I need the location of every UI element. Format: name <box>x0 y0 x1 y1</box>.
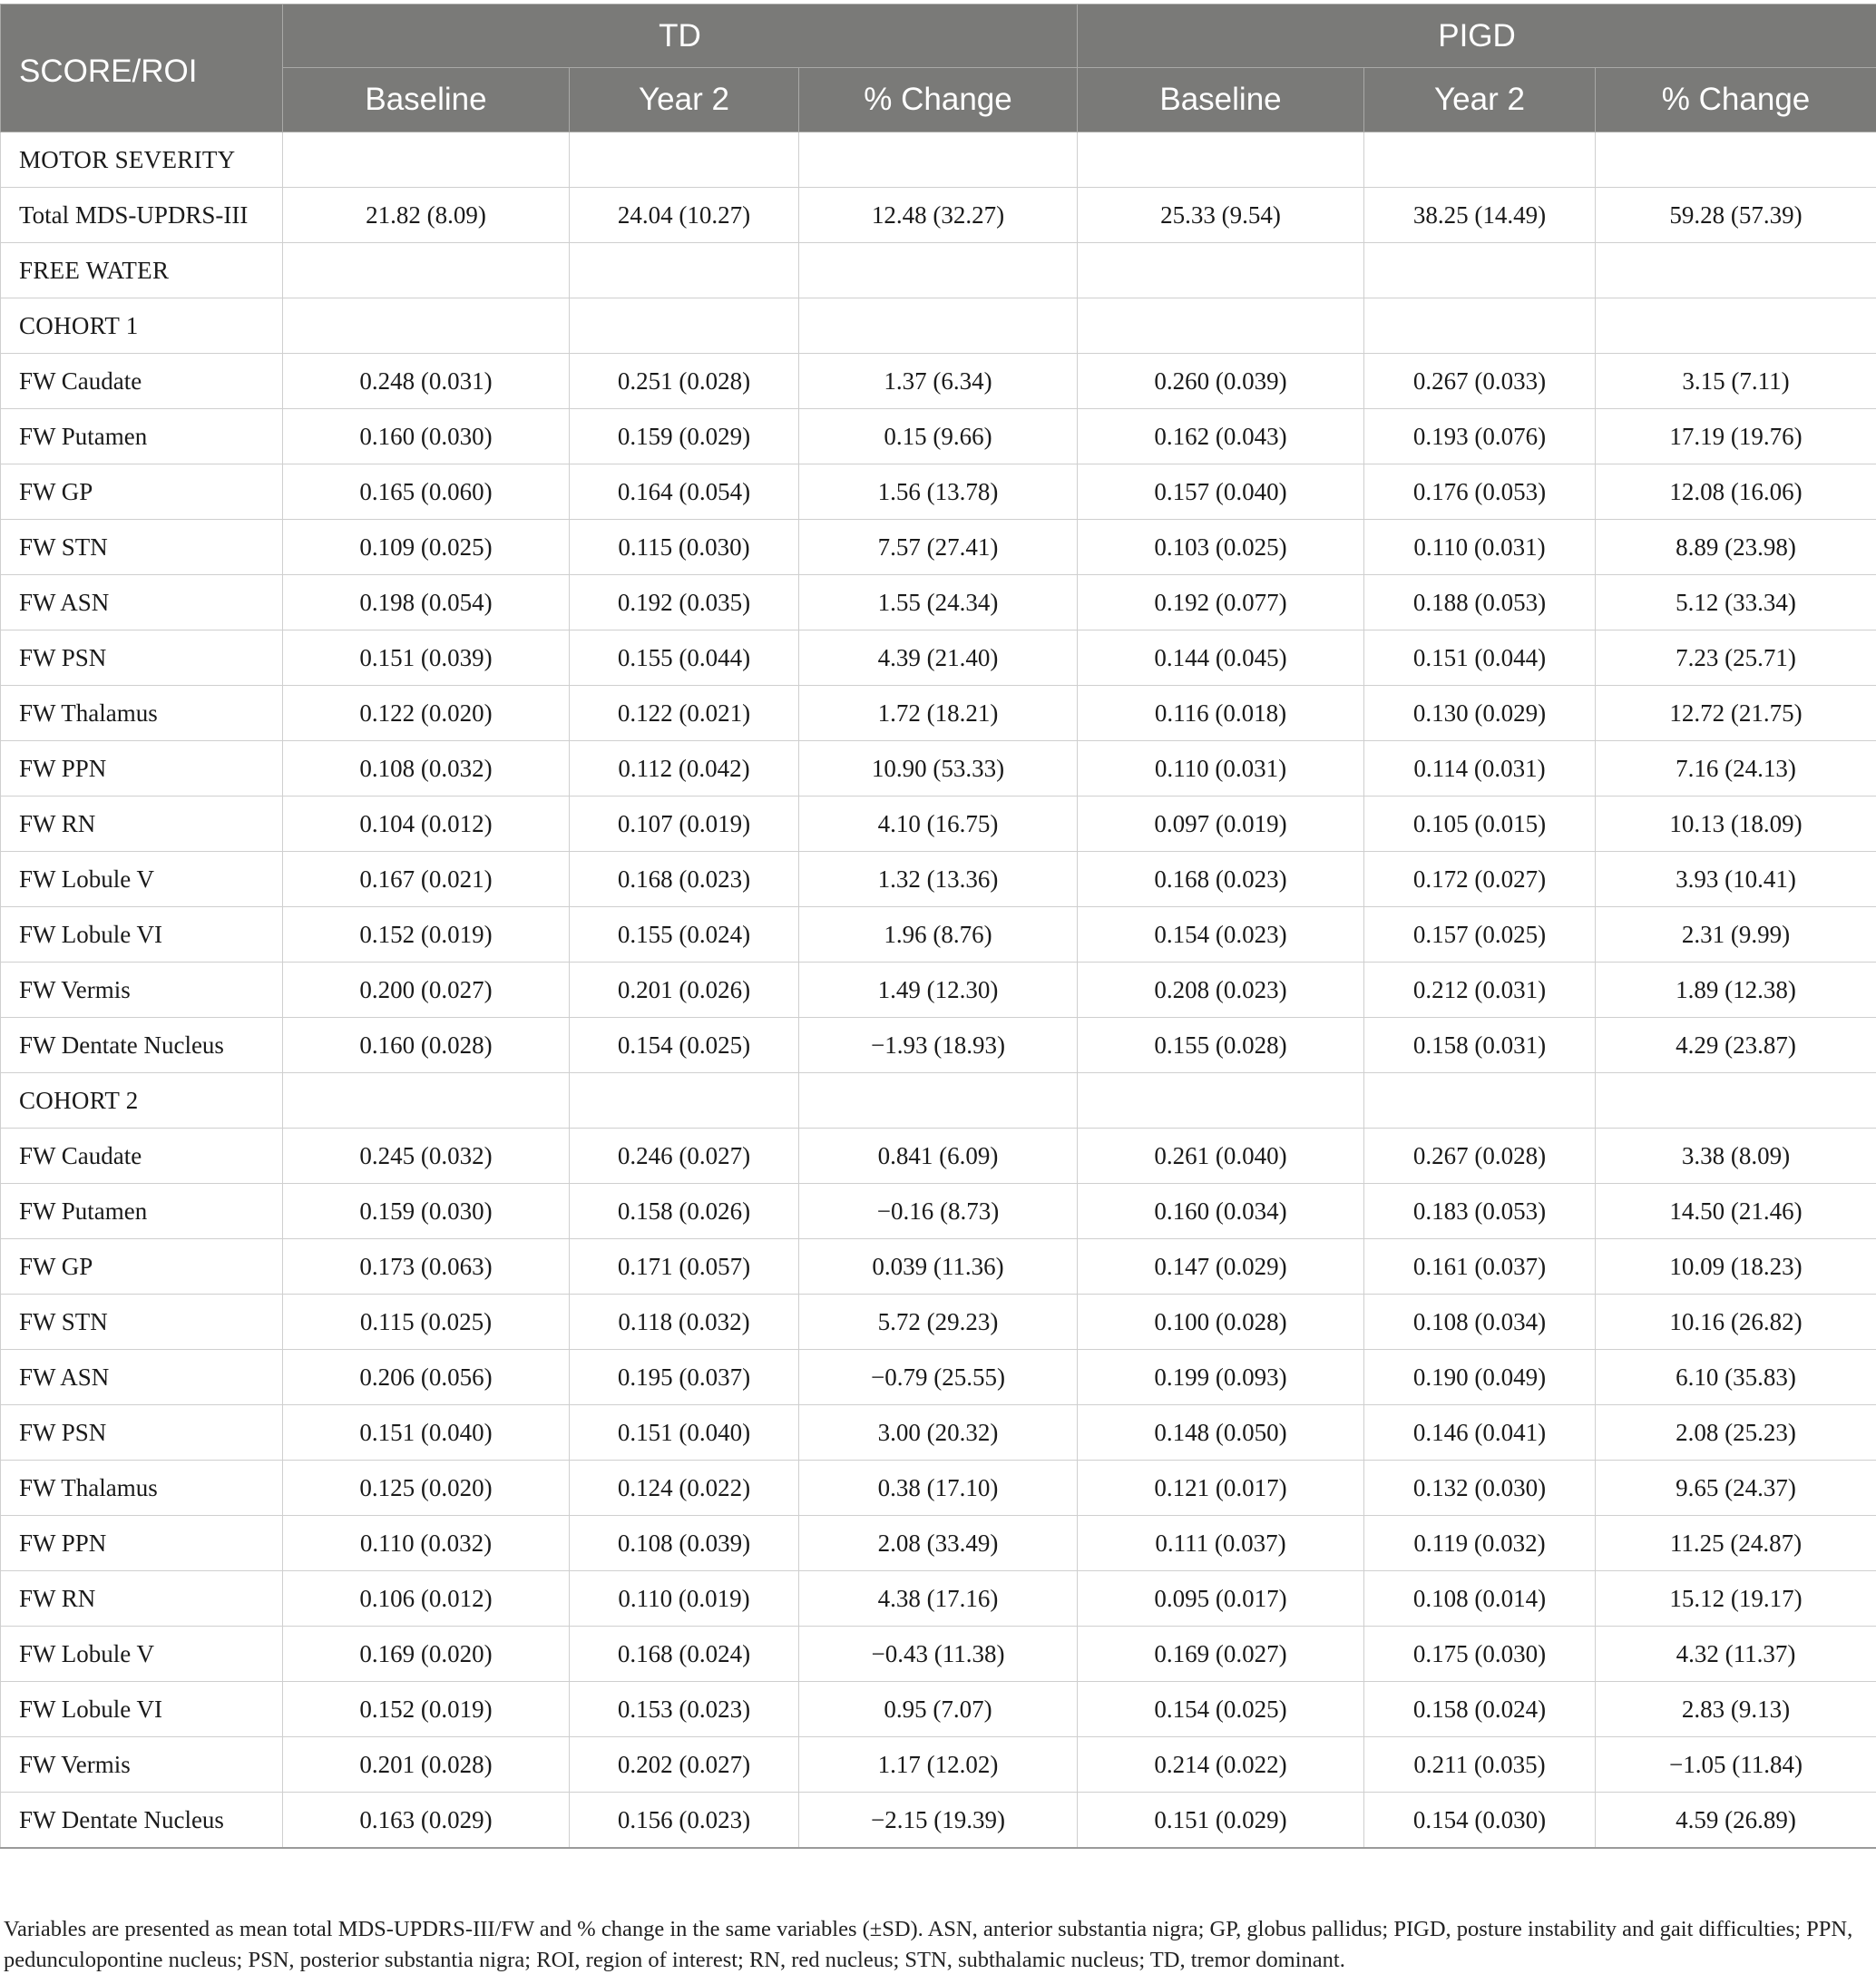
row-label: FW Lobule V <box>1 1627 283 1682</box>
table-cell: 0.148 (0.050) <box>1078 1405 1364 1461</box>
row-label: FW ASN <box>1 575 283 630</box>
table-cell: 4.39 (21.40) <box>799 630 1078 686</box>
row-label: FW Lobule VI <box>1 907 283 963</box>
table-cell: 0.108 (0.014) <box>1364 1571 1596 1627</box>
table-cell: 12.48 (32.27) <box>799 188 1078 243</box>
table-cell: 0.201 (0.028) <box>283 1737 570 1793</box>
table-row <box>1 1516 1876 1571</box>
table-cell: 0.116 (0.018) <box>1078 686 1364 741</box>
table-cell: 38.25 (14.49) <box>1364 188 1596 243</box>
table-cell: 0.159 (0.029) <box>570 409 799 464</box>
table-cell: 0.112 (0.042) <box>570 741 799 797</box>
subheader-td-baseline: Baseline <box>283 68 570 132</box>
table-cell: 0.168 (0.024) <box>570 1627 799 1682</box>
table-cell: 0.267 (0.028) <box>1364 1129 1596 1184</box>
table-cell <box>1596 1073 1876 1129</box>
table-cell: 0.114 (0.031) <box>1364 741 1596 797</box>
table-cell: 0.110 (0.032) <box>283 1516 570 1571</box>
table-cell: 0.160 (0.028) <box>283 1018 570 1073</box>
table-cell: 0.201 (0.026) <box>570 963 799 1018</box>
table-cell <box>799 243 1078 298</box>
table-cell: 0.095 (0.017) <box>1078 1571 1364 1627</box>
section-label: FREE WATER <box>1 243 283 298</box>
row-label: FW PPN <box>1 1516 283 1571</box>
table-cell: 0.261 (0.040) <box>1078 1129 1364 1184</box>
table-cell <box>799 132 1078 188</box>
table-cell: 3.38 (8.09) <box>1596 1129 1876 1184</box>
table-cell <box>1078 132 1364 188</box>
table-cell: 10.13 (18.09) <box>1596 797 1876 852</box>
table-cell: 0.110 (0.031) <box>1364 520 1596 575</box>
table-cell: 0.267 (0.033) <box>1364 354 1596 409</box>
table-cell: 12.72 (21.75) <box>1596 686 1876 741</box>
table-cell: −0.43 (11.38) <box>799 1627 1078 1682</box>
table-cell: 0.103 (0.025) <box>1078 520 1364 575</box>
table-cell: 0.167 (0.021) <box>283 852 570 907</box>
table-cell: 4.29 (23.87) <box>1596 1018 1876 1073</box>
table-cell: 4.32 (11.37) <box>1596 1627 1876 1682</box>
table-cell: 3.15 (7.11) <box>1596 354 1876 409</box>
table-cell: 0.155 (0.024) <box>570 907 799 963</box>
table-cell: −0.16 (8.73) <box>799 1184 1078 1239</box>
table-cell: 0.15 (9.66) <box>799 409 1078 464</box>
table-cell: 7.16 (24.13) <box>1596 741 1876 797</box>
table-cell: 0.159 (0.030) <box>283 1184 570 1239</box>
table-cell: 0.039 (11.36) <box>799 1239 1078 1295</box>
table-row <box>1 1793 1876 1849</box>
table-cell: 14.50 (21.46) <box>1596 1184 1876 1239</box>
table-cell: 0.160 (0.034) <box>1078 1184 1364 1239</box>
table-cell: 10.16 (26.82) <box>1596 1295 1876 1350</box>
table-cell: 24.04 (10.27) <box>570 188 799 243</box>
table-row <box>1 1461 1876 1516</box>
table-cell: 0.164 (0.054) <box>570 464 799 520</box>
row-label: FW Vermis <box>1 963 283 1018</box>
row-label: FW Caudate <box>1 1129 283 1184</box>
table-cell <box>283 1073 570 1129</box>
table-cell: 0.198 (0.054) <box>283 575 570 630</box>
table-cell: 1.55 (24.34) <box>799 575 1078 630</box>
table-row <box>1 1405 1876 1461</box>
table-cell: 0.172 (0.027) <box>1364 852 1596 907</box>
table-cell: 0.155 (0.028) <box>1078 1018 1364 1073</box>
table-cell <box>1364 243 1596 298</box>
table-cell: 0.202 (0.027) <box>570 1737 799 1793</box>
table-cell: 0.122 (0.020) <box>283 686 570 741</box>
subheader-pigd-baseline: Baseline <box>1078 68 1364 132</box>
section-row <box>1 132 1876 188</box>
subheader-pigd-year2: Year 2 <box>1364 68 1596 132</box>
section-label: COHORT 2 <box>1 1073 283 1129</box>
table-cell: 15.12 (19.17) <box>1596 1571 1876 1627</box>
table-cell: 0.193 (0.076) <box>1364 409 1596 464</box>
table-cell: 4.10 (16.75) <box>799 797 1078 852</box>
row-label: FW Dentate Nucleus <box>1 1793 283 1849</box>
table-cell: 2.83 (9.13) <box>1596 1682 1876 1737</box>
table-cell: 0.154 (0.025) <box>570 1018 799 1073</box>
table-cell: 0.160 (0.030) <box>283 409 570 464</box>
table-row <box>1 1571 1876 1627</box>
table-cell: 0.214 (0.022) <box>1078 1737 1364 1793</box>
row-label: FW STN <box>1 1295 283 1350</box>
row-label: FW PSN <box>1 630 283 686</box>
table-cell: 0.158 (0.026) <box>570 1184 799 1239</box>
table-cell: 3.00 (20.32) <box>799 1405 1078 1461</box>
table-cell: 0.100 (0.028) <box>1078 1295 1364 1350</box>
table-row <box>1 1627 1876 1682</box>
table-cell: 0.110 (0.031) <box>1078 741 1364 797</box>
table-row <box>1 1184 1876 1239</box>
table-cell <box>283 243 570 298</box>
table-cell: 5.12 (33.34) <box>1596 575 1876 630</box>
table-row <box>1 907 1876 963</box>
table-cell: 0.108 (0.039) <box>570 1516 799 1571</box>
table-cell: 0.183 (0.053) <box>1364 1184 1596 1239</box>
table-cell: 0.251 (0.028) <box>570 354 799 409</box>
subheader-td-change: % Change <box>799 68 1078 132</box>
table-cell: 1.32 (13.36) <box>799 852 1078 907</box>
section-label: COHORT 1 <box>1 298 283 354</box>
table-cell: 0.122 (0.021) <box>570 686 799 741</box>
table-cell: 2.08 (33.49) <box>799 1516 1078 1571</box>
table-cell: 0.157 (0.040) <box>1078 464 1364 520</box>
section-row <box>1 298 1876 354</box>
subheader-td-year2: Year 2 <box>570 68 799 132</box>
table-cell: 1.72 (18.21) <box>799 686 1078 741</box>
table-cell <box>799 1073 1078 1129</box>
table-cell: −0.79 (25.55) <box>799 1350 1078 1405</box>
table-cell <box>283 298 570 354</box>
table-cell: 0.199 (0.093) <box>1078 1350 1364 1405</box>
table-row <box>1 520 1876 575</box>
corner-header: SCORE/ROI <box>1 5 283 132</box>
table-cell <box>1364 1073 1596 1129</box>
table-cell <box>283 132 570 188</box>
table-cell: 0.165 (0.060) <box>283 464 570 520</box>
table-cell: 0.105 (0.015) <box>1364 797 1596 852</box>
table-row <box>1 188 1876 243</box>
table-cell: 0.169 (0.027) <box>1078 1627 1364 1682</box>
table-row <box>1 1239 1876 1295</box>
table-cell: 0.208 (0.023) <box>1078 963 1364 1018</box>
table-cell <box>1078 298 1364 354</box>
table-cell: 10.09 (18.23) <box>1596 1239 1876 1295</box>
table-cell: 0.156 (0.023) <box>570 1793 799 1849</box>
table-cell <box>570 298 799 354</box>
table-cell: 0.144 (0.045) <box>1078 630 1364 686</box>
table-cell: 0.200 (0.027) <box>283 963 570 1018</box>
row-label: FW PPN <box>1 741 283 797</box>
table-cell: 3.93 (10.41) <box>1596 852 1876 907</box>
table-cell: 0.188 (0.053) <box>1364 575 1596 630</box>
table-cell: 0.248 (0.031) <box>283 354 570 409</box>
table-cell: −2.15 (19.39) <box>799 1793 1078 1849</box>
table-cell: 0.38 (17.10) <box>799 1461 1078 1516</box>
table-cell <box>570 1073 799 1129</box>
table-cell: 0.108 (0.034) <box>1364 1295 1596 1350</box>
table-cell: 7.23 (25.71) <box>1596 630 1876 686</box>
table-cell: 0.95 (7.07) <box>799 1682 1078 1737</box>
table-row <box>1 1682 1876 1737</box>
table-cell: 0.158 (0.031) <box>1364 1018 1596 1073</box>
table-cell: 2.31 (9.99) <box>1596 907 1876 963</box>
table-cell <box>1078 243 1364 298</box>
table-cell: 0.147 (0.029) <box>1078 1239 1364 1295</box>
table-cell: 11.25 (24.87) <box>1596 1516 1876 1571</box>
row-label: FW Putamen <box>1 409 283 464</box>
table-body <box>1 132 1876 1849</box>
table-cell: 0.163 (0.029) <box>283 1793 570 1849</box>
table-cell: −1.93 (18.93) <box>799 1018 1078 1073</box>
section-row <box>1 243 1876 298</box>
table-row <box>1 797 1876 852</box>
table-cell: 0.111 (0.037) <box>1078 1516 1364 1571</box>
table-row <box>1 354 1876 409</box>
table-row <box>1 963 1876 1018</box>
row-label: FW Lobule VI <box>1 1682 283 1737</box>
table-cell: 0.192 (0.077) <box>1078 575 1364 630</box>
row-label: FW GP <box>1 464 283 520</box>
table-cell: 0.146 (0.041) <box>1364 1405 1596 1461</box>
row-label: FW RN <box>1 797 283 852</box>
section-row <box>1 1073 1876 1129</box>
table-cell: 10.90 (53.33) <box>799 741 1078 797</box>
table-cell: 1.56 (13.78) <box>799 464 1078 520</box>
table-footnote: Variables are presented as mean total MDS-UPDRS-III/FW and % change in the same variables (±SD). ASN, anterior substantia nigra; GP, globus pallidus; PIGD, posture instability and gait difficulties; PPN, pedunculopontine nucleus; PSN, posterior substantia nigra; ROI, region of interest; RN, red nucleus; STN, subthalamic nucleus; TD, tremor dominant. <box>4 1917 1853 1972</box>
table-row <box>1 852 1876 907</box>
table-cell: 0.168 (0.023) <box>570 852 799 907</box>
table-cell: 0.154 (0.025) <box>1078 1682 1364 1737</box>
row-label: FW RN <box>1 1571 283 1627</box>
table-cell: 6.10 (35.83) <box>1596 1350 1876 1405</box>
table-cell: 0.153 (0.023) <box>570 1682 799 1737</box>
table-cell: 0.157 (0.025) <box>1364 907 1596 963</box>
table-row <box>1 1018 1876 1073</box>
table-cell <box>570 243 799 298</box>
section-label: MOTOR SEVERITY <box>1 132 283 188</box>
table-cell: 17.19 (19.76) <box>1596 409 1876 464</box>
results-table <box>0 4 1876 1849</box>
row-label: FW STN <box>1 520 283 575</box>
table-cell: 0.151 (0.044) <box>1364 630 1596 686</box>
row-label: FW Lobule V <box>1 852 283 907</box>
table-cell: 4.59 (26.89) <box>1596 1793 1876 1849</box>
row-label: FW Vermis <box>1 1737 283 1793</box>
row-label: Total MDS-UPDRS-III <box>1 188 283 243</box>
table-cell: 0.195 (0.037) <box>570 1350 799 1405</box>
table-cell: 0.109 (0.025) <box>283 520 570 575</box>
table-cell <box>1596 243 1876 298</box>
table-cell: 0.108 (0.032) <box>283 741 570 797</box>
table-cell <box>1364 132 1596 188</box>
table-cell: 0.173 (0.063) <box>283 1239 570 1295</box>
table-cell: 0.115 (0.030) <box>570 520 799 575</box>
row-label: FW Caudate <box>1 354 283 409</box>
table-cell: 0.151 (0.040) <box>283 1405 570 1461</box>
table-cell: 0.169 (0.020) <box>283 1627 570 1682</box>
table-cell: 0.171 (0.057) <box>570 1239 799 1295</box>
table-row <box>1 464 1876 520</box>
table-cell: 0.168 (0.023) <box>1078 852 1364 907</box>
group-header-pigd: PIGD <box>1078 5 1876 68</box>
table-cell: 0.151 (0.029) <box>1078 1793 1364 1849</box>
row-label: FW ASN <box>1 1350 283 1405</box>
table-cell: 0.125 (0.020) <box>283 1461 570 1516</box>
row-label: FW Thalamus <box>1 1461 283 1516</box>
table-cell: 0.106 (0.012) <box>283 1571 570 1627</box>
table-cell: 0.132 (0.030) <box>1364 1461 1596 1516</box>
table-cell: 0.151 (0.040) <box>570 1405 799 1461</box>
table-cell: 1.37 (6.34) <box>799 354 1078 409</box>
table-cell: 0.151 (0.039) <box>283 630 570 686</box>
table-cell: 0.097 (0.019) <box>1078 797 1364 852</box>
table-cell: 0.158 (0.024) <box>1364 1682 1596 1737</box>
table-cell: 4.38 (17.16) <box>799 1571 1078 1627</box>
table-cell: 0.175 (0.030) <box>1364 1627 1596 1682</box>
table-row <box>1 1295 1876 1350</box>
table-cell: 0.246 (0.027) <box>570 1129 799 1184</box>
table-cell: 0.107 (0.019) <box>570 797 799 852</box>
table-cell: 21.82 (8.09) <box>283 188 570 243</box>
table-cell: 12.08 (16.06) <box>1596 464 1876 520</box>
table-cell <box>1364 298 1596 354</box>
table-cell: 0.119 (0.032) <box>1364 1516 1596 1571</box>
table-cell: 0.115 (0.025) <box>283 1295 570 1350</box>
table-row <box>1 1350 1876 1405</box>
table-cell: 0.245 (0.032) <box>283 1129 570 1184</box>
table-row <box>1 1129 1876 1184</box>
table-cell: 5.72 (29.23) <box>799 1295 1078 1350</box>
table-row <box>1 630 1876 686</box>
table-cell: 0.152 (0.019) <box>283 907 570 963</box>
table-cell: 0.110 (0.019) <box>570 1571 799 1627</box>
table-cell: 0.124 (0.022) <box>570 1461 799 1516</box>
table-row <box>1 1737 1876 1793</box>
table-cell: 2.08 (25.23) <box>1596 1405 1876 1461</box>
table-cell: 7.57 (27.41) <box>799 520 1078 575</box>
table-cell: 0.162 (0.043) <box>1078 409 1364 464</box>
group-header-td: TD <box>283 5 1078 68</box>
table-cell: 0.192 (0.035) <box>570 575 799 630</box>
table-cell: 0.154 (0.023) <box>1078 907 1364 963</box>
table-cell: 0.118 (0.032) <box>570 1295 799 1350</box>
table-cell: −1.05 (11.84) <box>1596 1737 1876 1793</box>
table-cell: 0.130 (0.029) <box>1364 686 1596 741</box>
table-cell: 1.96 (8.76) <box>799 907 1078 963</box>
subheader-pigd-change: % Change <box>1596 68 1876 132</box>
row-label: FW PSN <box>1 1405 283 1461</box>
table-cell: 1.89 (12.38) <box>1596 963 1876 1018</box>
row-label: FW Putamen <box>1 1184 283 1239</box>
row-label: FW GP <box>1 1239 283 1295</box>
table-cell: 0.152 (0.019) <box>283 1682 570 1737</box>
table-cell: 0.161 (0.037) <box>1364 1239 1596 1295</box>
table-cell: 8.89 (23.98) <box>1596 520 1876 575</box>
table-cell: 0.260 (0.039) <box>1078 354 1364 409</box>
table-cell: 59.28 (57.39) <box>1596 188 1876 243</box>
table-cell <box>1596 298 1876 354</box>
table-cell: 0.121 (0.017) <box>1078 1461 1364 1516</box>
table-cell: 0.190 (0.049) <box>1364 1350 1596 1405</box>
table-row <box>1 409 1876 464</box>
table-row <box>1 741 1876 797</box>
table-cell: 0.841 (6.09) <box>799 1129 1078 1184</box>
table-cell <box>799 298 1078 354</box>
table-cell: 0.211 (0.035) <box>1364 1737 1596 1793</box>
table-cell: 1.17 (12.02) <box>799 1737 1078 1793</box>
table-cell: 9.65 (24.37) <box>1596 1461 1876 1516</box>
table-cell: 0.176 (0.053) <box>1364 464 1596 520</box>
table-cell: 0.155 (0.044) <box>570 630 799 686</box>
table-row <box>1 686 1876 741</box>
table-cell <box>570 132 799 188</box>
table-cell: 25.33 (9.54) <box>1078 188 1364 243</box>
table-row <box>1 575 1876 630</box>
table-cell: 1.49 (12.30) <box>799 963 1078 1018</box>
table-cell: 0.206 (0.056) <box>283 1350 570 1405</box>
table-cell: 0.154 (0.030) <box>1364 1793 1596 1849</box>
table-cell <box>1596 132 1876 188</box>
row-label: FW Dentate Nucleus <box>1 1018 283 1073</box>
table-cell: 0.212 (0.031) <box>1364 963 1596 1018</box>
table-cell <box>1078 1073 1364 1129</box>
table-cell: 0.104 (0.012) <box>283 797 570 852</box>
row-label: FW Thalamus <box>1 686 283 741</box>
